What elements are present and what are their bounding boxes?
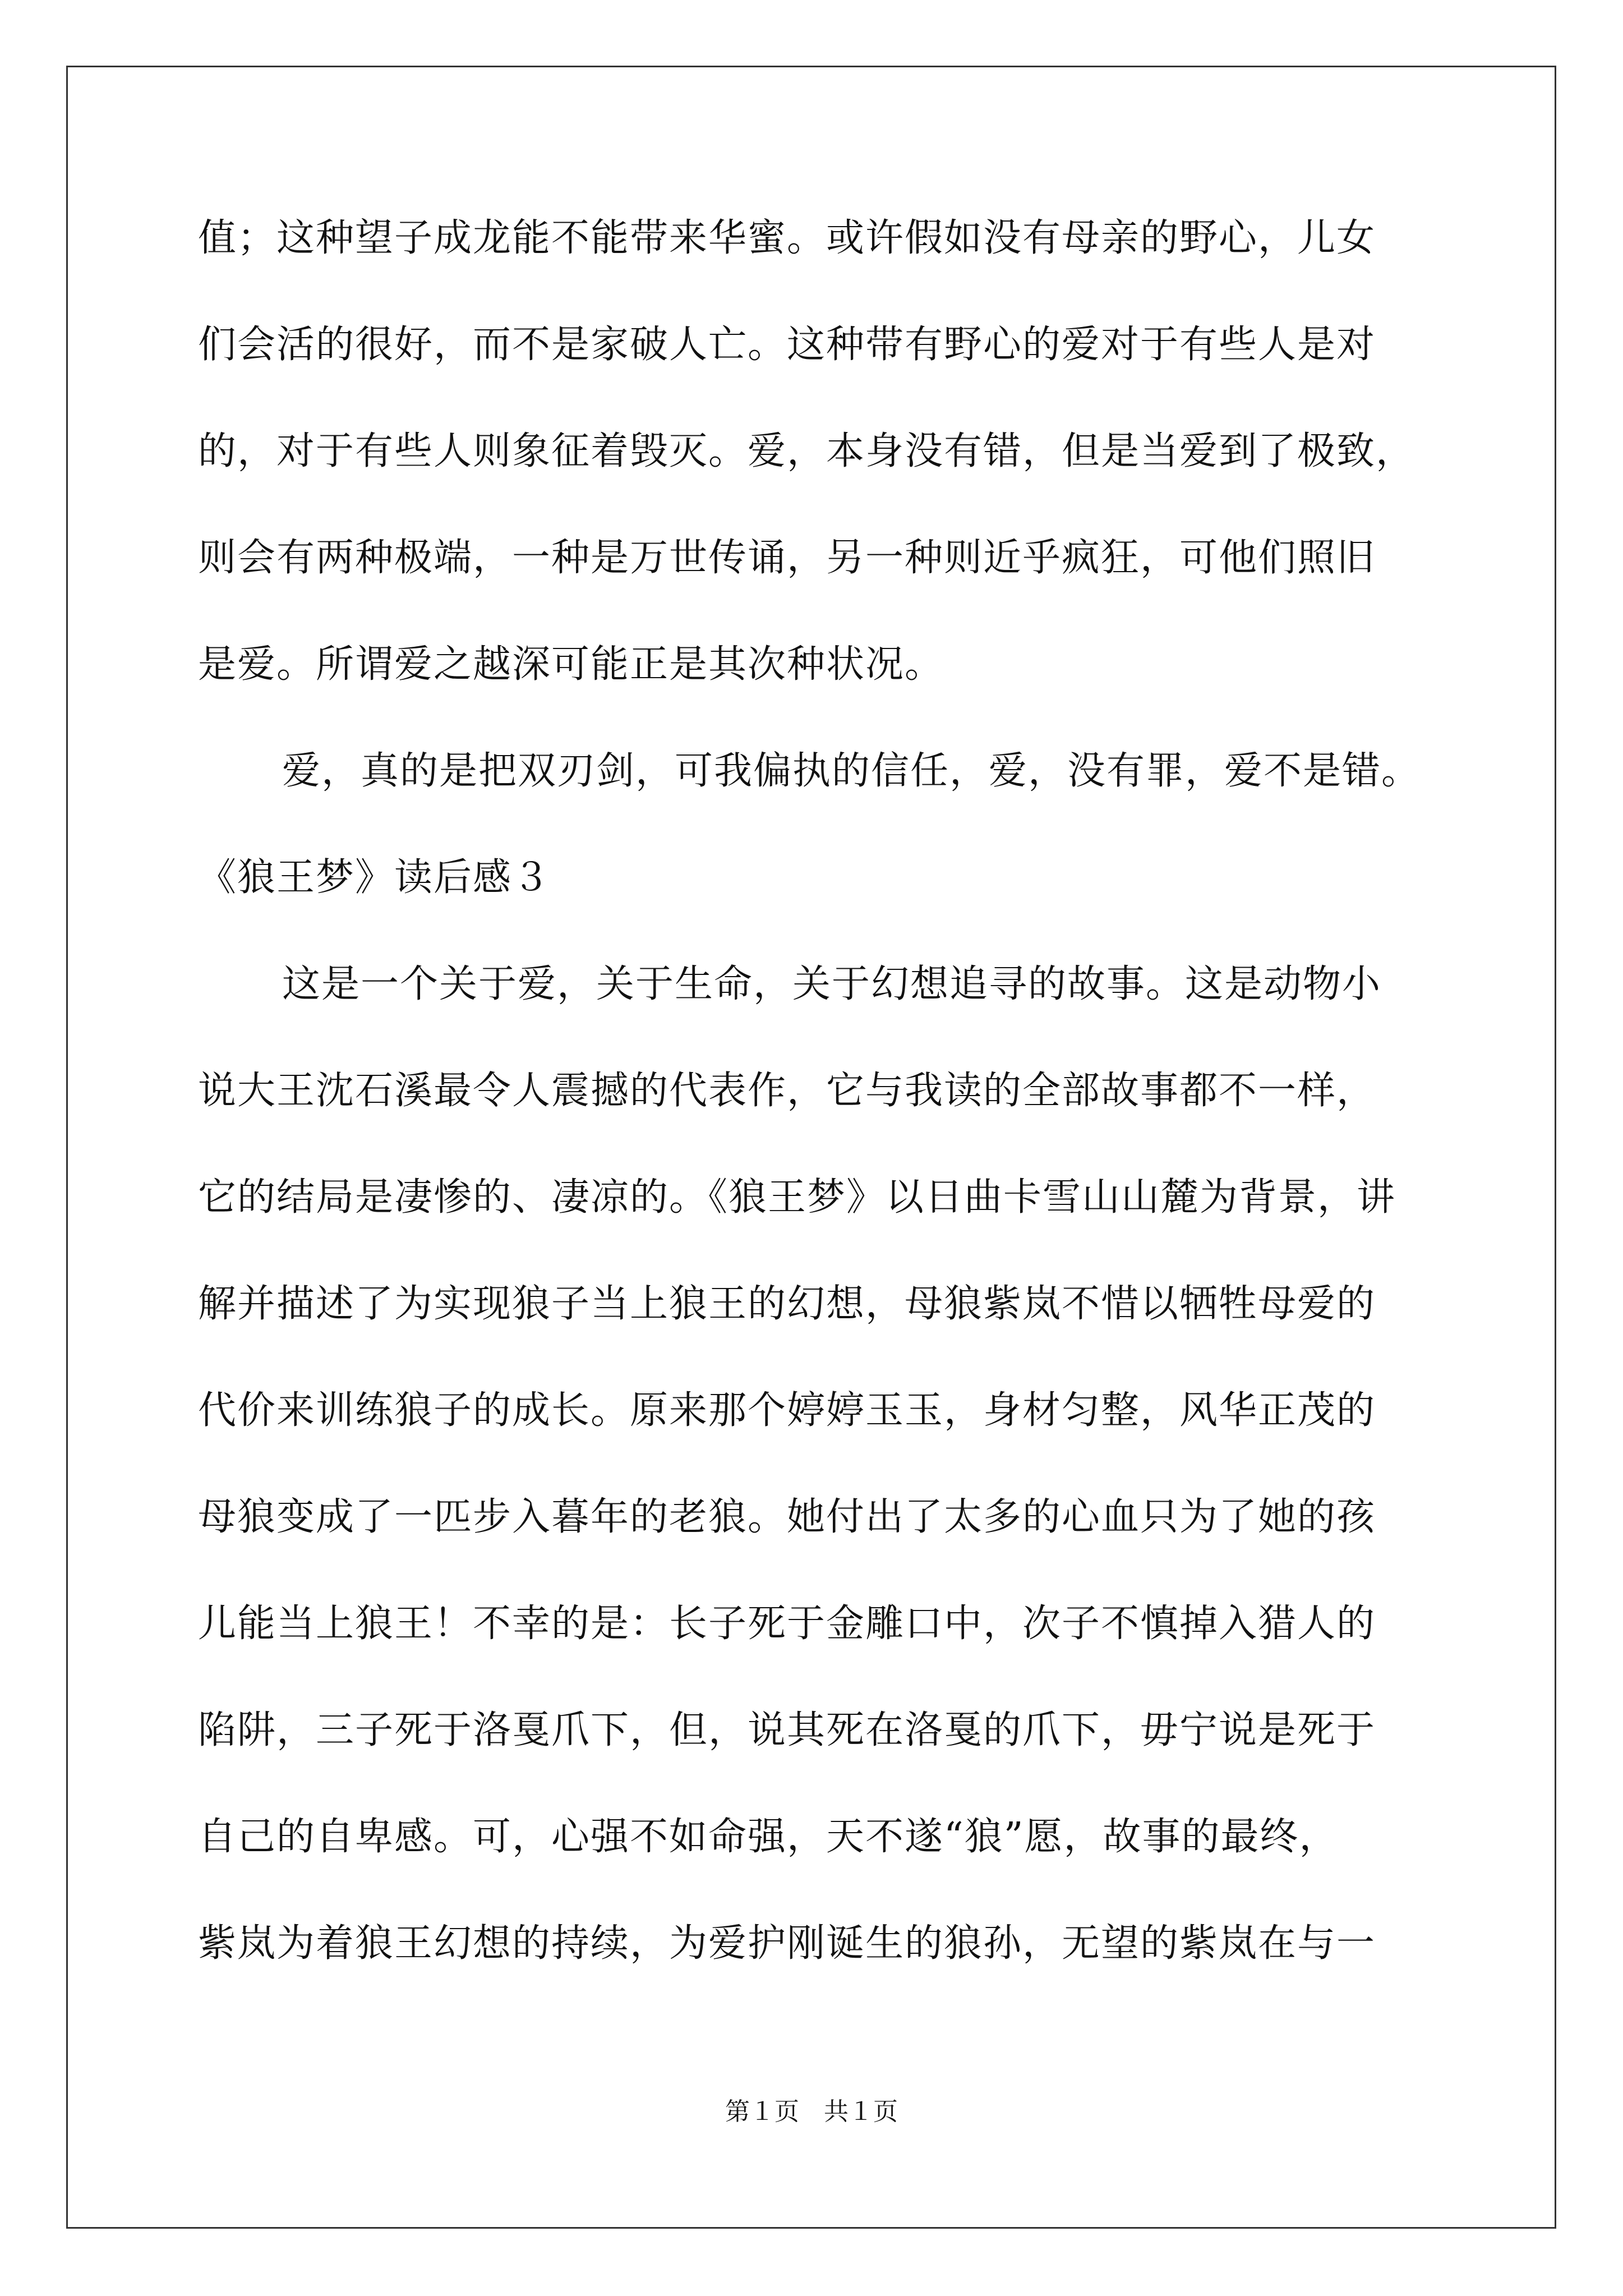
text-line: 们会活的很好，而不是家破人亡。这种带有野心的爱对于有些人是对 xyxy=(198,323,1376,367)
text-line: 是爱。所谓爱之越深可能正是其次种状况。 xyxy=(198,642,944,687)
text-line: 它的结局是凄惨的、凄凉的。《狼王梦》以日曲卡雪山山麓为背景，讲 xyxy=(198,1175,1396,1220)
text-line: 解并描述了为实现狼子当上狼王的幻想，母狼紫岚不惜以牺牲母爱的 xyxy=(198,1282,1376,1326)
text-line: 陷阱，三子死于洛戛爪下，但，说其死在洛戛的爪下，毋宁说是死于 xyxy=(198,1708,1376,1752)
text-line: 值；这种望子成龙能不能带来华蜜。或许假如没有母亲的野心，儿女 xyxy=(198,216,1376,260)
text-line: 自己的自卑感。可，心强不如命强，天不遂“狼”愿，故事的最终， xyxy=(198,1815,1339,1859)
text-line: 的，对于有些人则象征着毁灭。爱，本身没有错，但是当爱到了极致， xyxy=(198,429,1415,473)
page-border xyxy=(66,66,1556,2229)
section-title: 《狼王梦》读后感３ xyxy=(198,855,552,900)
text-line: 爱，真的是把双刃剑，可我偏执的信任，爱，没有罪，爱不是错。 xyxy=(282,749,1421,793)
page-footer: 第１页 共１页 xyxy=(725,2097,898,2126)
text-line: 这是一个关于爱，关于生命，关于幻想追寻的故事。这是动物小 xyxy=(282,962,1382,1006)
text-line: 紫岚为着狼王幻想的持续，为爱护刚诞生的狼孙，无望的紫岚在与一 xyxy=(198,1921,1376,1966)
text-line: 母狼变成了一匹步入暮年的老狼。她付出了太多的心血只为了她的孩 xyxy=(198,1495,1376,1539)
text-line: 说大王沈石溪最令人震撼的代表作，它与我读的全部故事都不一样， xyxy=(198,1069,1376,1113)
text-line: 代价来训练狼子的成长。原来那个婷婷玉玉，身材匀整，风华正茂的 xyxy=(198,1388,1376,1433)
text-line: 儿能当上狼王！不幸的是：长子死于金雕口中，次子不慎掉入猎人的 xyxy=(198,1602,1376,1646)
text-line: 则会有两种极端，一种是万世传诵，另一种则近乎疯狂，可他们照旧 xyxy=(198,536,1376,580)
